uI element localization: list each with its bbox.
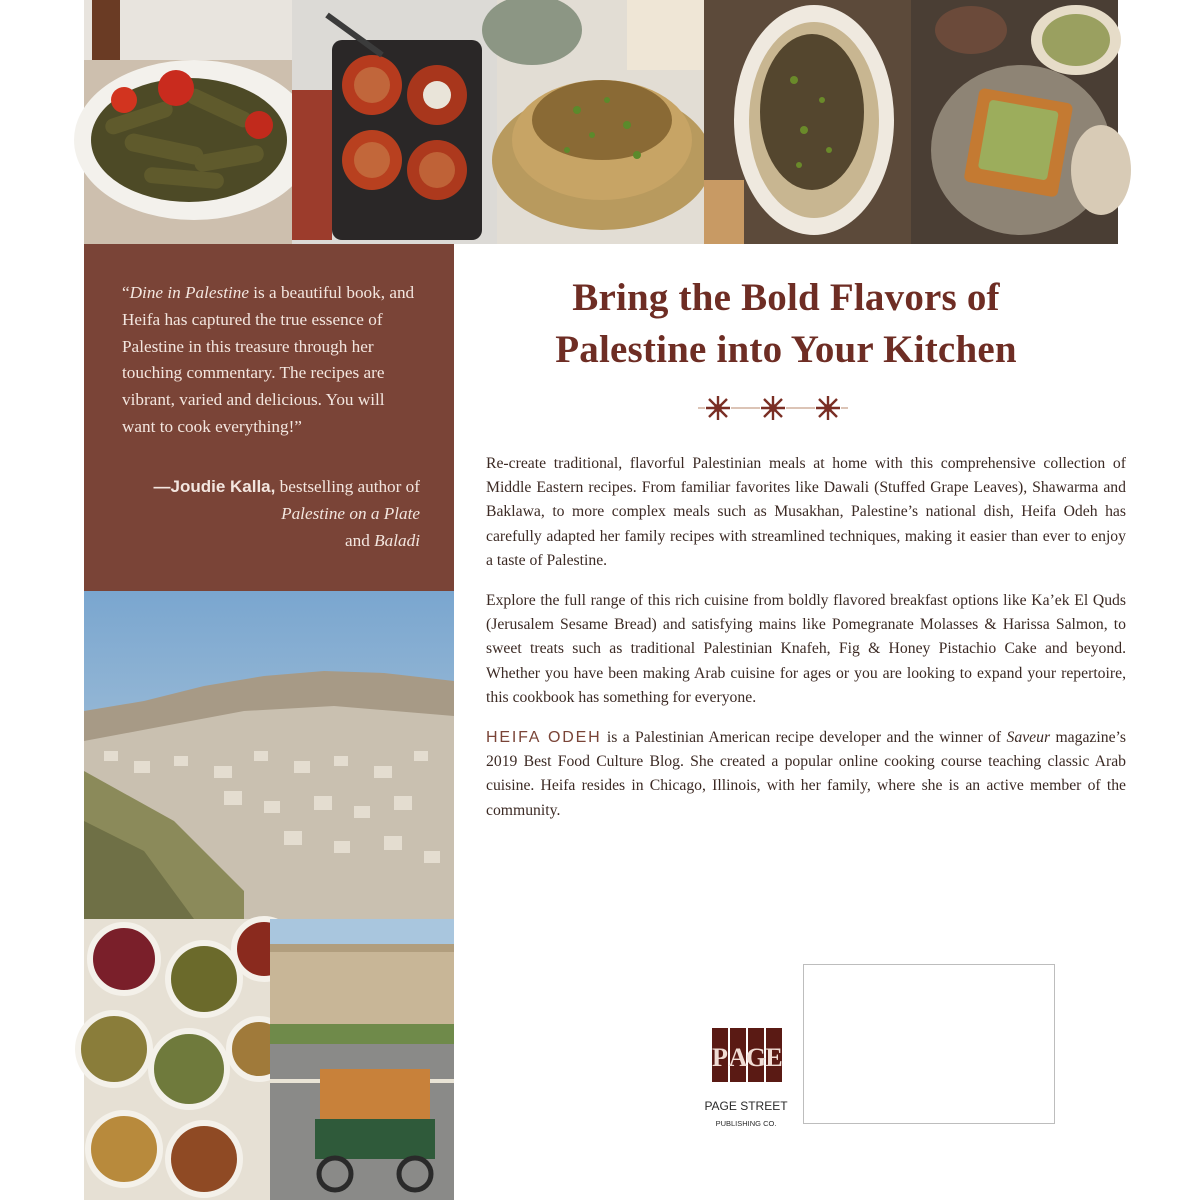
publisher-logo-letter: E: [765, 1043, 783, 1072]
photo-stuffed-grape-leaves: [84, 0, 292, 244]
photo-spice-bags: [84, 919, 270, 1200]
publisher-logo-letter: G: [745, 1043, 767, 1072]
attribution-role: bestselling author of: [275, 477, 420, 496]
author-bio: [486, 726, 1126, 823]
food-photo-strip: [84, 0, 1118, 244]
author-name: HEIFA ODEH: [486, 729, 602, 747]
barcode-placeholder: [803, 964, 1055, 1124]
publisher-logo-letter: P: [712, 1043, 728, 1072]
attribution-and: and: [345, 530, 375, 550]
headline-line-2: Palestine into Your Kitchen: [555, 328, 1017, 371]
publisher-name: PAGE STREET: [704, 1099, 788, 1113]
photo-knafeh: [911, 0, 1118, 244]
author-bio-magazine: Saveur: [1006, 729, 1051, 747]
attribution-book-1: Palestine on a Plate: [281, 503, 420, 523]
photo-meat-hummus: [704, 0, 911, 244]
photo-jerusalem-wall: [270, 919, 454, 1200]
photo-maqluba-rice: [497, 0, 704, 244]
attribution-book-2: Baladi: [374, 530, 420, 550]
quote-open-mark: “: [122, 283, 130, 302]
ornament-flower-icon: [760, 395, 786, 421]
book-headline: [454, 272, 1118, 376]
author-bio-text-2: magazine’s 2019 Best Food Culture Blog. She created a popular online cooking course teaching classic Arab cuisine. Heifa resides in Chicago, Illinois, with her family, where she is an active member of the community.: [486, 729, 1127, 819]
attribution-name: —Joudie Kalla,: [153, 477, 276, 496]
book-description: [486, 452, 1126, 839]
photo-stuffed-peppers: [292, 0, 497, 244]
photo-palestine-city: [84, 591, 454, 919]
publisher-logo-letter: A: [728, 1043, 748, 1072]
testimonial-attribution: [120, 474, 420, 554]
ornament-flower-icon: [815, 395, 841, 421]
ornament-divider: [688, 388, 858, 428]
quote-text: is a beautiful book, and Heifa has captured the true essence of Palestine in this treasure through her touching commentary. The recipes are vibrant, varied and delicious. You will want to cook everything!”: [122, 283, 415, 436]
description-paragraph-2: Explore the full range of this rich cuisine from boldly flavored breakfast options like Ka’ek El Quds (Jerusalem Sesame Bread) and satisfying mains like Pomegranate Molasses & Harissa Salmon, to sweet treats such as traditional Palestinian Knafeh, Fig & Honey Pistachio Cake and beyond. Whether you have been making Arab cuisine for ages or you are looking to expand your repertoire, this cookbook has something for everyone.: [486, 592, 1126, 706]
book-back-cover: [84, 0, 1127, 1200]
description-paragraph-1: Re-create traditional, flavorful Palestinian meals at home with this comprehensive collection of Middle Eastern recipes. From familiar favorites like Dawali (Stuffed Grape Leaves), Shawarma and Baklawa, to more complex meals such as Musakhan, Palestine’s national dish, Heifa Odeh has carefully adapted her family recipes with streamlined techniques, making it easier than ever to enjoy a taste of Palestine.: [486, 455, 1126, 569]
quote-book-title: Dine in Palestine: [129, 283, 249, 302]
headline-line-1: Bring the Bold Flavors of: [572, 276, 1000, 319]
publisher-subtitle: PUBLISHING CO.: [715, 1119, 777, 1128]
publisher-logo: [706, 1024, 786, 1136]
testimonial-quote: [122, 280, 422, 441]
author-bio-text-1: is a Palestinian American recipe developer and the winner of: [601, 729, 1007, 747]
ornament-flower-icon: [705, 395, 731, 421]
testimonial-panel: [84, 244, 454, 591]
